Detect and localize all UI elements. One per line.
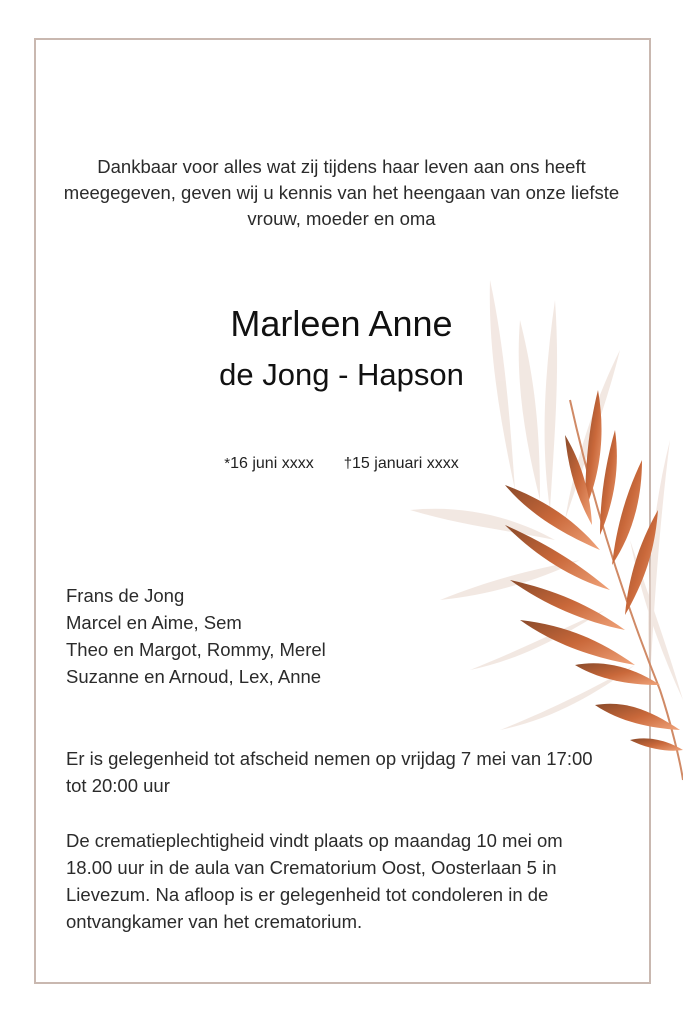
family-member: Marcel en Aime, Sem — [66, 612, 242, 633]
life-dates — [0, 452, 683, 476]
family-list — [66, 582, 426, 690]
ceremony-text: De crematieplechtigheid vindt plaats op maandag 10 mei om 18.00 uur in de aula van Crematorium Oost, Oosterlaan 5 in Lievezum. Na afloop is er gelegenheid tot condoleren in de ontvangkamer van het crematorium. — [66, 830, 563, 932]
intro-text: Dankbaar voor alles wat zij tijdens haar leven aan ons heeft meegegeven, geven wij u kennis van het heengaan van onze liefste vrouw, moeder en oma — [63, 156, 620, 229]
deceased-surnames: de Jong - Hapson — [219, 357, 464, 392]
deceased-first-names: Marleen Anne — [230, 303, 453, 344]
death-symbol: † — [343, 455, 353, 472]
family-member: Suzanne en Arnoud, Lex, Anne — [66, 666, 322, 687]
family-member: Theo en Margot, Rommy, Merel — [66, 639, 326, 660]
birth-symbol: * — [224, 455, 231, 472]
death-date: 15 januari xxxx — [352, 455, 459, 472]
family-member: Frans de Jong — [66, 585, 185, 606]
farewell-text: Er is gelegenheid tot afscheid nemen op vrijdag 7 mei van 17:00 tot 20:00 uur — [66, 748, 593, 796]
birth-date: 16 juni xxxx — [230, 455, 314, 472]
